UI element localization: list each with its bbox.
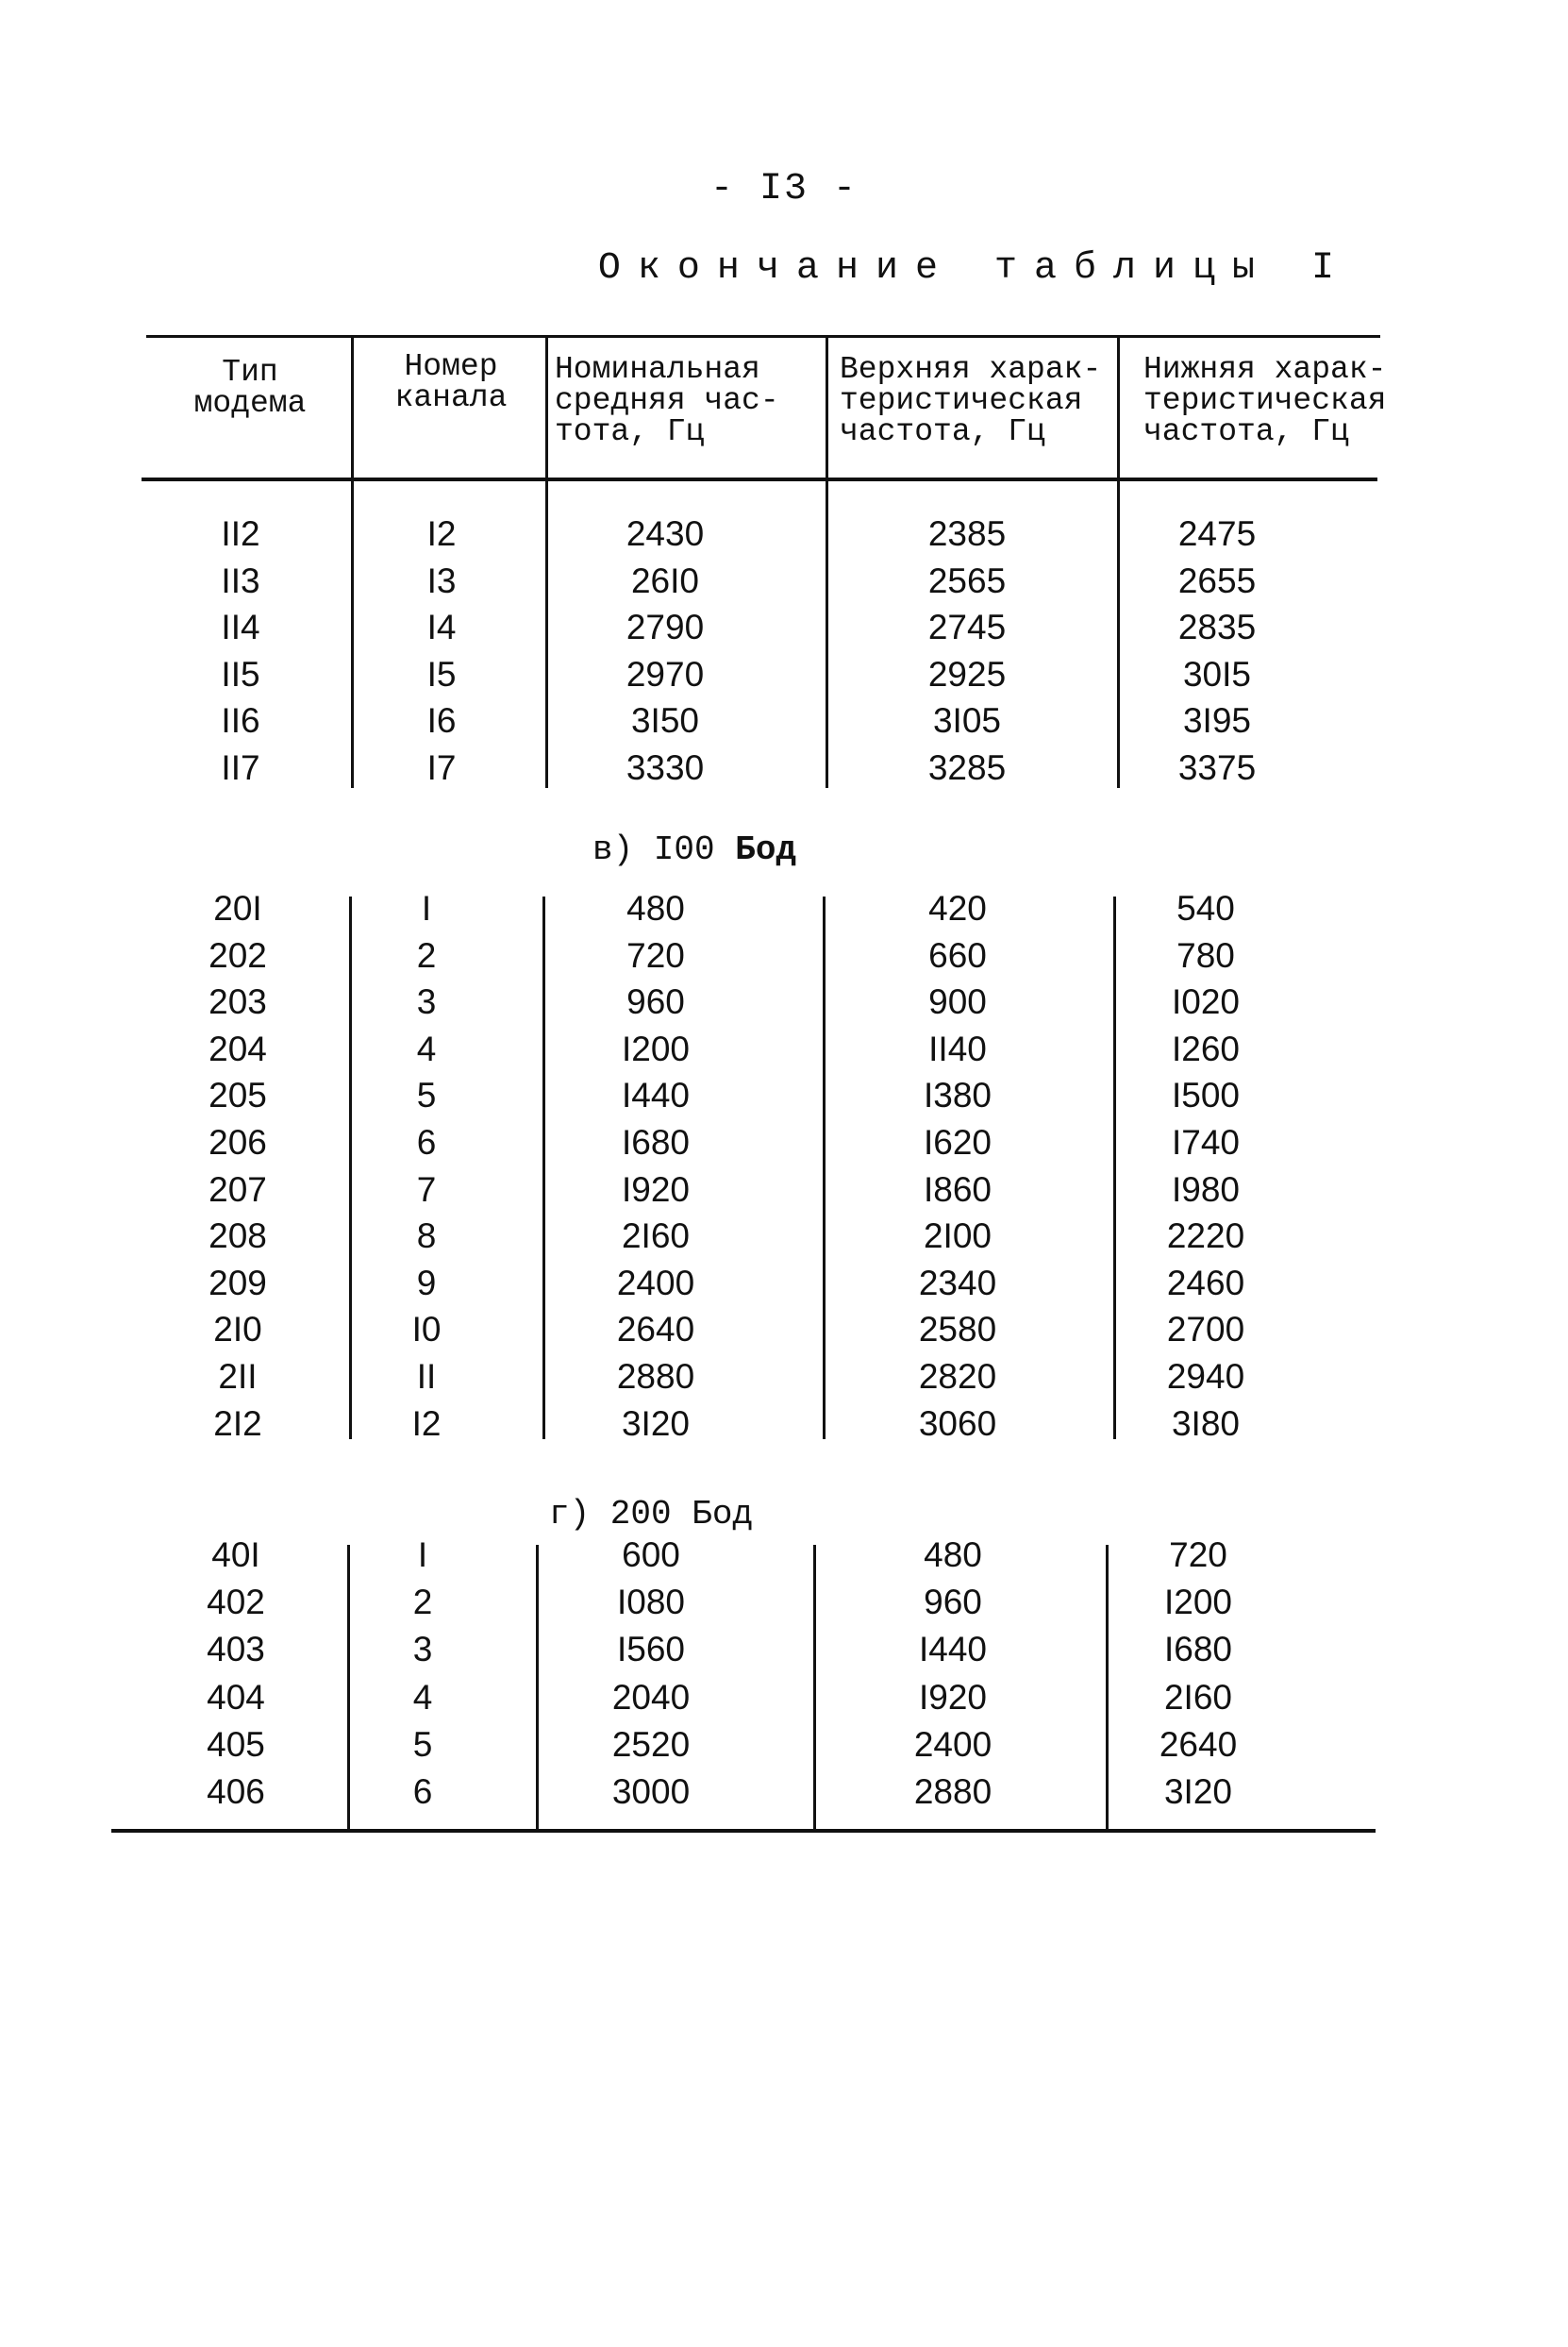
cell-nominal-frequency: 720: [626, 935, 685, 975]
header-divider-1: [351, 337, 354, 478]
header-divider-3: [826, 337, 828, 478]
header-lower-frequency: Нижняя харак- теристическая частота, Гц: [1143, 352, 1387, 449]
cell-upper-frequency: I380: [923, 1076, 992, 1115]
cell-nominal-frequency: I080: [616, 1583, 685, 1622]
cell-upper-frequency: 2925: [927, 654, 1007, 694]
cell-lower-frequency: 540: [1176, 889, 1235, 928]
cell-nominal-frequency: I680: [621, 1123, 690, 1162]
cell-upper-frequency: II40: [928, 1029, 987, 1068]
cell-modem-type: II4: [221, 608, 260, 647]
section2-divider-2: [542, 897, 545, 1439]
cell-modem-type: II5: [221, 654, 260, 694]
cell-nominal-frequency: 2790: [626, 608, 705, 647]
cell-nominal-frequency: 2430: [626, 514, 705, 553]
cell-channel-number: 2: [416, 935, 437, 975]
cell-upper-frequency: 2880: [913, 1772, 993, 1811]
cell-modem-type: 403: [207, 1630, 265, 1669]
cell-upper-frequency: 2340: [918, 1263, 997, 1302]
cell-channel-number: I2: [426, 514, 457, 553]
cell-channel-number: 9: [416, 1263, 437, 1302]
cell-nominal-frequency: 3I20: [621, 1403, 690, 1443]
cell-lower-frequency: 2460: [1166, 1263, 1245, 1302]
cell-upper-frequency: 3I05: [932, 701, 1001, 741]
header-divider-2: [545, 337, 548, 478]
cell-modem-type: 405: [207, 1724, 265, 1764]
cell-channel-number: 5: [416, 1076, 437, 1115]
cell-nominal-frequency: 600: [622, 1535, 680, 1574]
cell-upper-frequency: 2400: [913, 1724, 993, 1764]
cell-modem-type: 203: [209, 982, 267, 1022]
cell-upper-frequency: I860: [923, 1169, 992, 1209]
cell-upper-frequency: I920: [918, 1677, 987, 1717]
cell-lower-frequency: 720: [1169, 1535, 1227, 1574]
cell-channel-number: I5: [426, 654, 457, 694]
cell-modem-type: 20I: [213, 889, 262, 928]
section1-divider-4: [1117, 481, 1120, 788]
cell-channel-number: II: [416, 1357, 437, 1396]
header-nominal-frequency: Номинальная средняя час- тота, Гц: [555, 352, 779, 449]
cell-lower-frequency: I500: [1171, 1076, 1240, 1115]
cell-channel-number: 3: [412, 1630, 433, 1669]
cell-nominal-frequency: 2520: [611, 1724, 691, 1764]
cell-lower-frequency: 2655: [1177, 561, 1257, 600]
cell-nominal-frequency: I560: [616, 1630, 685, 1669]
cell-upper-frequency: I620: [923, 1123, 992, 1162]
header-upper-frequency: Верхняя харак- теристическая частота, Гц: [840, 352, 1102, 449]
cell-channel-number: I2: [411, 1403, 442, 1443]
cell-lower-frequency: 2940: [1166, 1357, 1245, 1396]
section3-divider-3: [813, 1545, 816, 1831]
cell-nominal-frequency: 2970: [626, 654, 705, 694]
cell-channel-number: I3: [426, 561, 457, 600]
cell-modem-type: 205: [209, 1076, 267, 1115]
table-caption: Окончание таблицы I: [597, 247, 1351, 290]
cell-nominal-frequency: 2640: [616, 1310, 695, 1350]
cell-nominal-frequency: I920: [621, 1169, 690, 1209]
cell-lower-frequency: I260: [1171, 1029, 1240, 1068]
section1-divider-3: [826, 481, 828, 788]
cell-modem-type: 207: [209, 1169, 267, 1209]
cell-upper-frequency: 960: [924, 1583, 982, 1622]
cell-modem-type: 202: [209, 935, 267, 975]
cell-lower-frequency: 780: [1176, 935, 1235, 975]
cell-lower-frequency: I680: [1163, 1630, 1232, 1669]
cell-lower-frequency: I200: [1163, 1583, 1232, 1622]
cell-channel-number: 3: [416, 982, 437, 1022]
cell-modem-type: 206: [209, 1123, 267, 1162]
cell-channel-number: I0: [411, 1310, 442, 1350]
cell-lower-frequency: 2I60: [1163, 1677, 1232, 1717]
cell-channel-number: 2: [412, 1583, 433, 1622]
cell-channel-number: I: [417, 1535, 428, 1574]
cell-channel-number: I4: [426, 608, 457, 647]
cell-channel-number: 5: [412, 1724, 433, 1764]
cell-nominal-frequency: 2880: [616, 1357, 695, 1396]
section2-divider-3: [823, 897, 826, 1439]
cell-upper-frequency: 2745: [927, 608, 1007, 647]
cell-channel-number: I6: [426, 701, 457, 741]
table-top-rule: [146, 335, 1380, 338]
cell-lower-frequency: 2220: [1166, 1216, 1245, 1256]
cell-channel-number: I7: [426, 748, 457, 787]
cell-modem-type: 2II: [218, 1357, 258, 1396]
cell-lower-frequency: I980: [1171, 1169, 1240, 1209]
cell-upper-frequency: 2385: [927, 514, 1007, 553]
cell-nominal-frequency: I200: [621, 1029, 690, 1068]
cell-lower-frequency: 3I20: [1163, 1772, 1232, 1811]
cell-channel-number: 4: [416, 1029, 437, 1068]
header-bottom-rule: [142, 478, 1377, 481]
cell-upper-frequency: I440: [918, 1630, 987, 1669]
section-title-100-baud: [592, 830, 796, 869]
cell-nominal-frequency: 480: [626, 889, 685, 928]
cell-upper-frequency: 2820: [918, 1357, 997, 1396]
cell-upper-frequency: 660: [928, 935, 987, 975]
cell-lower-frequency: I740: [1171, 1123, 1240, 1162]
cell-upper-frequency: 3060: [918, 1403, 997, 1443]
cell-modem-type: 209: [209, 1263, 267, 1302]
header-divider-4: [1117, 337, 1120, 478]
cell-channel-number: I: [421, 889, 432, 928]
cell-lower-frequency: 3I95: [1182, 701, 1251, 741]
cell-modem-type: 204: [209, 1029, 267, 1068]
cell-lower-frequency: I020: [1171, 982, 1240, 1022]
cell-upper-frequency: 480: [924, 1535, 982, 1574]
cell-modem-type: 404: [207, 1677, 265, 1717]
cell-lower-frequency: 2835: [1177, 608, 1257, 647]
cell-upper-frequency: 2I00: [923, 1216, 992, 1256]
cell-nominal-frequency: 2040: [611, 1677, 691, 1717]
cell-modem-type: 2I2: [213, 1403, 262, 1443]
cell-modem-type: II3: [221, 561, 260, 600]
cell-lower-frequency: 2700: [1166, 1310, 1245, 1350]
section-title-200-baud: г) 200 Бод: [549, 1495, 754, 1534]
cell-nominal-frequency: 3000: [611, 1772, 691, 1811]
section1-divider-2: [545, 481, 548, 788]
section-title-100-baud-unit: Бод: [735, 830, 797, 869]
cell-lower-frequency: 2475: [1177, 514, 1257, 553]
cell-nominal-frequency: 3I50: [630, 701, 699, 741]
cell-channel-number: 8: [416, 1216, 437, 1256]
cell-nominal-frequency: 2I60: [621, 1216, 690, 1256]
header-modem-type: Тип модема: [193, 355, 307, 421]
cell-upper-frequency: 2565: [927, 561, 1007, 600]
cell-nominal-frequency: 26I0: [630, 561, 699, 600]
cell-upper-frequency: 3285: [927, 748, 1007, 787]
cell-lower-frequency: 2640: [1159, 1724, 1238, 1764]
cell-nominal-frequency: I440: [621, 1076, 690, 1115]
cell-channel-number: 4: [412, 1677, 433, 1717]
cell-lower-frequency: 30I5: [1182, 654, 1251, 694]
section3-divider-2: [536, 1545, 539, 1831]
header-channel-number: Номер канала: [394, 349, 508, 415]
cell-nominal-frequency: 3330: [626, 748, 705, 787]
cell-modem-type: II6: [221, 701, 260, 741]
page-number: - I3 -: [709, 168, 859, 210]
cell-channel-number: 7: [416, 1169, 437, 1209]
cell-modem-type: 2I0: [213, 1310, 262, 1350]
cell-channel-number: 6: [416, 1123, 437, 1162]
cell-lower-frequency: 3I80: [1171, 1403, 1240, 1443]
cell-upper-frequency: 900: [928, 982, 987, 1022]
table-bottom-rule: [111, 1829, 1376, 1833]
cell-modem-type: 40I: [211, 1535, 260, 1574]
cell-modem-type: II7: [221, 748, 260, 787]
cell-lower-frequency: 3375: [1177, 748, 1257, 787]
cell-nominal-frequency: 2400: [616, 1263, 695, 1302]
cell-modem-type: 208: [209, 1216, 267, 1256]
cell-modem-type: 406: [207, 1772, 265, 1811]
cell-upper-frequency: 420: [928, 889, 987, 928]
cell-channel-number: 6: [412, 1772, 433, 1811]
cell-modem-type: II2: [221, 514, 260, 553]
cell-upper-frequency: 2580: [918, 1310, 997, 1350]
cell-nominal-frequency: 960: [626, 982, 685, 1022]
section-title-100-baud-text: в) I00: [592, 830, 736, 869]
cell-modem-type: 402: [207, 1583, 265, 1622]
